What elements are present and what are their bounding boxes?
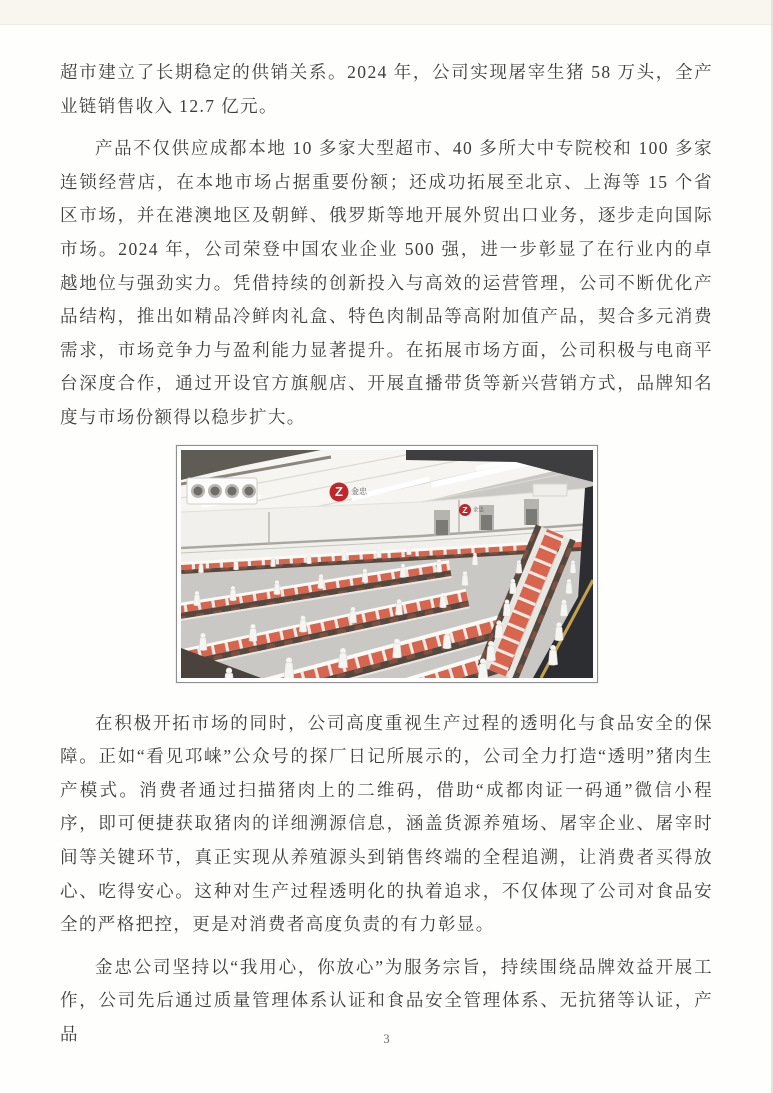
- page-body: [60, 56, 713, 1060]
- paragraph-2: 产品不仅供应成都本地 10 多家大型超市、40 多所大中专院校和 100 多家连锁经营店，在本地市场占据重要份额；还成功拓展至北京、上海等 15 个省区市场，并在港澳地区及朝鲜、俄罗斯等地开展外贸出口业务，逐步走向国际市场。2024 年，公司荣登中国农业企业 500 强，进一步彰显了在行业内的卓越地位与强劲实力。凭借持续的创新投入与高效的运营管理，公司不断优化产品结构，推出如精品冷鲜肉礼盒、特色肉制品等高附加值产品，契合多元消费需求，市场竞争力与盈利能力显著提升。在拓展市场方面，公司积极与电商平台深度合作，通过开设官方旗舰店、开展直播带货等新兴营销方式，品牌知名度与市场份额得以稳步扩大。: [60, 138, 713, 427]
- paragraph-1: 超市建立了长期稳定的供销关系。2024 年，公司实现屠宰生猪 58 万头，全产业链销售收入 12.7 亿元。: [60, 62, 713, 116]
- paragraph-3: 在积极开拓市场的同时，公司高度重视生产过程的透明化与食品安全的保障。正如“看见邛崃”公众号的探厂日记所展示的，公司全力打造“透明”猪肉生产模式。消费者通过扫描猪肉上的二维码，借助“成都肉证一码通”微信小程序，即可便捷获取猪肉的详细溯源信息，涵盖货源养殖场、屠宰企业、屠宰时间等关键环节，真正实现从养殖源头到销售终端的全程追溯，让消费者买得放心、吃得安心。这种对生产过程透明化的执着追求，不仅体现了公司对食品安全的严格把控，更是对消费者高度负责的有力彰显。: [60, 712, 713, 935]
- brand-logo-letter: Z: [334, 483, 343, 499]
- brand-logo-text-small: 金忠: [472, 507, 484, 514]
- page-number: 3: [383, 1032, 390, 1046]
- brand-logo-text: 金忠: [350, 486, 367, 496]
- wall-vent: [533, 484, 567, 496]
- brand-logo-letter-small: Z: [461, 504, 468, 515]
- factory-photo-figure: [176, 445, 598, 683]
- ceiling-fan-unit-icon: [187, 478, 257, 504]
- factory-photo: [181, 450, 593, 678]
- paragraph-4: 金忠公司坚持以“我用心，你放心”为服务宗旨，持续围绕品牌效益开展工作，公司先后通过质量管理体系认证和食品安全管理体系、无抗猪等认证，产品: [60, 956, 713, 1044]
- scan-edge-top: [0, 0, 773, 25]
